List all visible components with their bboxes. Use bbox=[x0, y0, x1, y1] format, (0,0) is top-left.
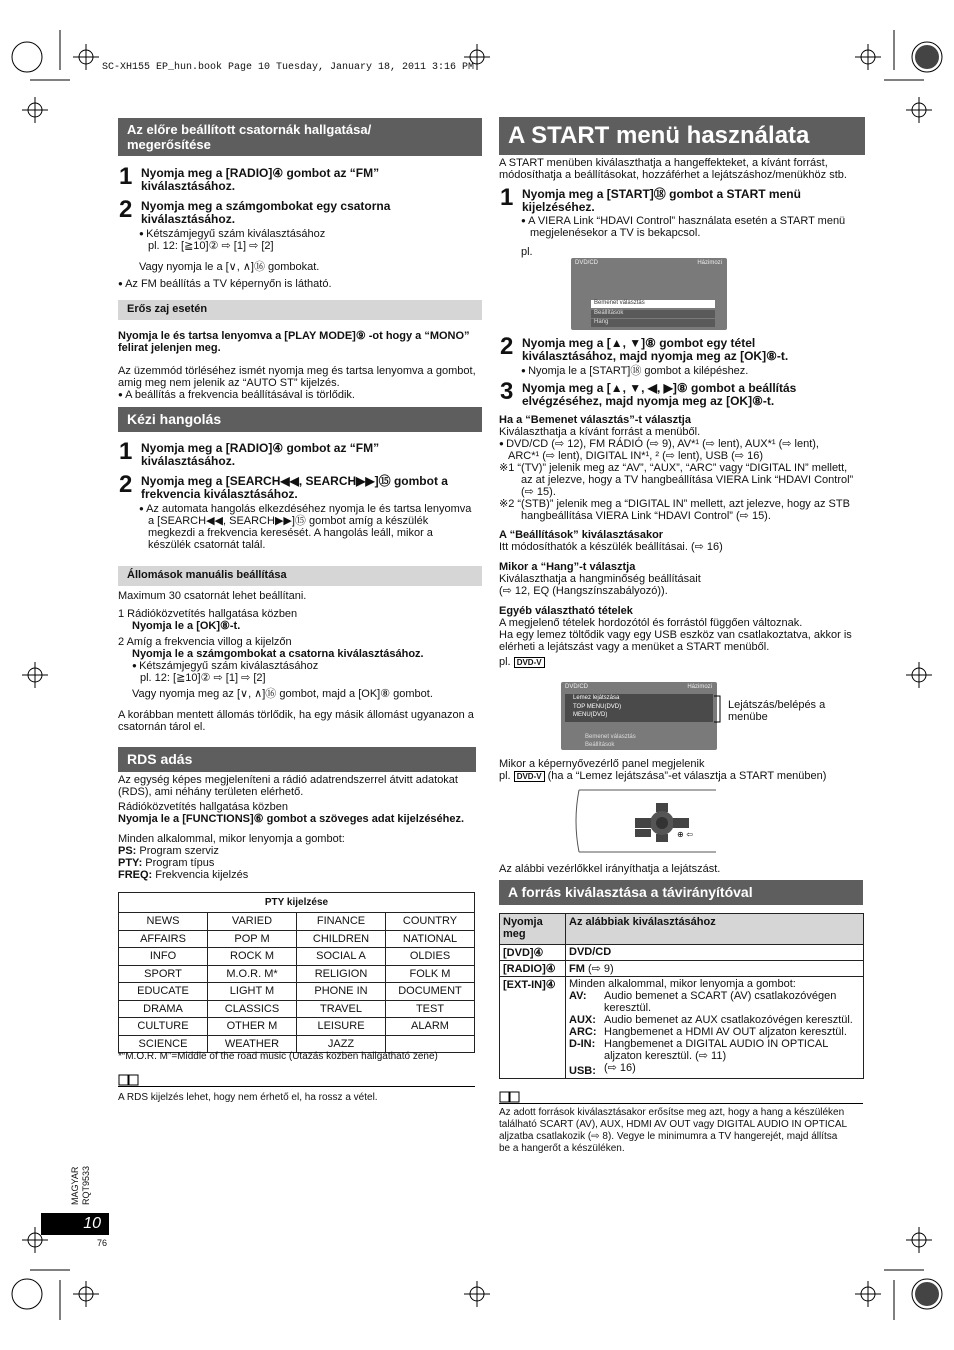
table-row bbox=[119, 1035, 475, 1053]
step-3: 3 Nyomja meg a [▲, ▼, ◀, ▶]⑧ gombot a beállítás elvégzéséhez, majd nyomja meg az [OK]⑧-t. bbox=[500, 378, 797, 408]
table-row bbox=[119, 913, 475, 931]
fm-note: ● Az FM beállítás a TV képernyőn is látható. bbox=[118, 278, 332, 290]
section-header-manual-tuning: Kézi hangolás bbox=[118, 407, 482, 432]
table-cell: VARIED bbox=[208, 913, 297, 931]
table-cell: AFFAIRS bbox=[119, 930, 208, 948]
table-cell: NATIONAL bbox=[386, 930, 475, 948]
section-header-source: A forrás kiválasztása a távirányítóval bbox=[499, 880, 863, 905]
table-cell: INFO bbox=[119, 948, 208, 966]
table-cell: RELIGION bbox=[297, 965, 386, 983]
menu-item-sound: Hang bbox=[591, 319, 715, 327]
page-small: 76 bbox=[97, 1238, 108, 1248]
menu-item-top-menu: TOP MENU(DVD) bbox=[573, 704, 622, 710]
table-row: [EXT-IN]④ Minden alkalommal, mikor lenyomja a gombot: AV: Audio bemenet a SCART (AV) csatlakozóvégen keresztül. AUX: Audio bemenet az AUX csatlakozóvégen keresztül. ARC: Hangbemenet a HDMI AV OUT aljzaton keresztül. D-IN: Hangbemenet a DIGITAL AUDIO IN OPTICAL aljzaton keresztül. (⇨ 11) USB: (⇨ 16) bbox=[500, 977, 864, 1079]
start-menu-screen: DVD/CD Házimozi Bemenet választás Beállítások Hang bbox=[571, 258, 727, 330]
eg-label: pl. bbox=[521, 246, 533, 258]
cancel-text: Az üzemmód törléséhez ismét nyomja meg és tartsa lenyomva a gombot, amig meg nem jelenik az “AUTO ST” kijelzés. ● A beállítás a frekvencia beállításával is törlődik. bbox=[118, 365, 476, 401]
table-cell: FOLK M bbox=[386, 965, 475, 983]
table-cell bbox=[386, 1035, 475, 1053]
exit-note: ● Nyomja le a [START]⑱ gombot a kilépéshez. bbox=[521, 365, 748, 377]
note-divider bbox=[499, 1103, 863, 1104]
control-panel-graphic bbox=[573, 789, 717, 853]
table-cell: JAZZ bbox=[297, 1035, 386, 1053]
menu-item-play-disc: Lemez lejátszása bbox=[573, 695, 620, 701]
auto-tune-note: ● Az automata hangolás elkezdéséhez nyomja le és tartsa lenyomva a [SEARCH◀◀, SEARCH▶▶]⑮ gombot amíg a készülék megkezdi a frekvencia keresését. A hangolás leáll, mikor a készülék csatornát talál. bbox=[139, 503, 471, 551]
table-cell: COUNTRY bbox=[386, 913, 475, 931]
menu-item-menu: MENU(DVD) bbox=[573, 712, 608, 718]
page-number: 10 bbox=[83, 1215, 101, 1232]
section-header-preset: Az előre beállított csatornák hallgatása/ megerősítése bbox=[118, 118, 482, 156]
panel-text: Mikor a képernyővezérlő panel megjelenik pl. DVD-V (ha a “Lemez lejátszása”-et választja a START menüben) bbox=[499, 758, 827, 782]
print-header: SC-XH155 EP_hun.book Page 10 Tuesday, January 18, 2011 3:16 PM bbox=[102, 62, 475, 73]
table-cell: OLDIES bbox=[386, 948, 475, 966]
subsection-noise: Erős zaj esetén bbox=[118, 300, 482, 320]
final-note: Az adott források kiválasztásakor erősítse meg azt, hogy a hang a készüléken található SCART (AV), AUX, HDMI AV OUT vagy DIGITAL AUDIO IN OPTICAL aljzatba csatlakozik (⇨ 8). Vegye le minimumra a TV hangerejét, majd állítsa be a hangerőt a készüléken. bbox=[499, 1107, 848, 1154]
table-row bbox=[119, 1018, 475, 1036]
step-1: 1 Nyomja meg a [RADIO]④ gombot az “FM” kiválasztásához. bbox=[119, 438, 380, 468]
source-table bbox=[499, 913, 864, 1079]
table-cell: PHONE IN bbox=[297, 983, 386, 1001]
table-row bbox=[119, 930, 475, 948]
table-row: [DVD]④ DVD/CD bbox=[500, 945, 864, 961]
table-cell: TRAVEL bbox=[297, 1000, 386, 1018]
step-1: 1 Nyomja meg a [START]⑱ gombot a START menü kijelzéséhez. bbox=[500, 184, 801, 214]
pty-table-title: PTY kijelzése bbox=[119, 893, 475, 913]
col-header-select: Az alábbiak kiválasztásához bbox=[566, 914, 864, 945]
forward-icon bbox=[673, 818, 689, 828]
table-cell: TEST bbox=[386, 1000, 475, 1018]
table-cell: SCIENCE bbox=[119, 1035, 208, 1053]
pause-icon bbox=[656, 803, 668, 812]
table-cell: ROCK M bbox=[208, 948, 297, 966]
page-title: A START menü használata bbox=[499, 117, 865, 155]
viera-note: ● A VIERA Link “HDAVI Control” használata esetén a START menü megjelenésekor a TV is bekapcsol. bbox=[521, 215, 845, 239]
subsection-manual-stations: Állomások manuális beállítása bbox=[118, 566, 482, 586]
rds-reception-note: A RDS kijelzés lehet, hogy nem érhető el, ha rossz a vétel. bbox=[118, 1092, 378, 1103]
page-number-box bbox=[41, 1213, 109, 1235]
book-note-icon bbox=[499, 1091, 521, 1103]
step-1: 1 Nyomja meg a [RADIO]④ gombot az “FM” kiválasztásához. bbox=[119, 163, 380, 193]
table-cell: M.O.R. M* bbox=[208, 965, 297, 983]
table-row bbox=[119, 983, 475, 1001]
table-row bbox=[119, 965, 475, 983]
bracket-icon bbox=[712, 694, 726, 724]
step-2-details: ● Kétszámjegyű szám kiválasztásához pl. 12: [≧10]② ⇨ [1] ⇨ [2] Vagy nyomja le a [∨, ∧]⑯ gombokat. bbox=[139, 228, 325, 273]
pty-footnote: *“M.O.R. M”=Middle of the road music (Utazás közben hallgatható zene) bbox=[118, 1051, 438, 1062]
table-cell: CLASSICS bbox=[208, 1000, 297, 1018]
table-cell: SOCIAL A bbox=[297, 948, 386, 966]
table-cell: ALARM bbox=[386, 1018, 475, 1036]
section-header-rds: RDS adás bbox=[118, 747, 476, 772]
stop-icon bbox=[656, 834, 668, 842]
side-label: MAGYAR RQT9533 bbox=[70, 1165, 91, 1205]
step-2: 2 Nyomja meg a számgombokat egy csatorna kiválasztásához. bbox=[119, 196, 391, 226]
table-cell: DOCUMENT bbox=[386, 983, 475, 1001]
table-cell: FINANCE bbox=[297, 913, 386, 931]
col-header-press: Nyomja meg bbox=[500, 914, 566, 945]
rewind-icon bbox=[635, 818, 651, 828]
table-cell: EDUCATE bbox=[119, 983, 208, 1001]
disc-menu-screen: DVD/CD Házimozi Lemez lejátszása TOP MENU(DVD) MENU(DVD) Bemenet választás Beállítások bbox=[561, 682, 717, 750]
dvd-v-badge: DVD-V bbox=[514, 771, 545, 782]
table-row: [RADIO]④ FM (⇨ 9) bbox=[500, 961, 864, 977]
note-divider bbox=[118, 1086, 475, 1087]
table-cell: OTHER M bbox=[208, 1018, 297, 1036]
callout-text: Lejátszás/belépés a menübe bbox=[728, 699, 826, 723]
step-2: 2 Nyomja meg a [▲, ▼]⑧ gombot egy tétel kiválasztásához, majd nyomja meg az [OK]⑧-t. bbox=[500, 333, 789, 363]
table-cell: NEWS bbox=[119, 913, 208, 931]
registration-mark-icon bbox=[12, 42, 42, 72]
dvd-v-badge: DVD-V bbox=[514, 657, 545, 668]
pty-table bbox=[118, 892, 475, 1053]
table-cell: SPORT bbox=[119, 965, 208, 983]
registration-mark-icon bbox=[12, 1279, 42, 1309]
table-cell: DRAMA bbox=[119, 1000, 208, 1018]
table-row bbox=[119, 948, 475, 966]
table-cell: LIGHT M bbox=[208, 983, 297, 1001]
manual-text: Maximum 30 csatornát lehet beállítani. 1 Rádióközvetítés hallgatása közben Nyomja le a [OK]⑧-t. 2 Amíg a frekvencia villog a kijelzőn Nyomja le a számgombokat a csatorna kiválasztásához. ● Kétszámjegyű szám kiválasztásához pl. 12: [≧10]② ⇨ [1] ⇨ [2] Vagy nyomja meg az [∨, ∧]⑯ gombot, majd a [OK]⑧ gombot. A korábban mentett állomás törlődik, ha egy másik állomást ugyanazon a csatornán tárol el. bbox=[118, 590, 474, 733]
svg-text:⊕ ⇦: ⊕ ⇦ bbox=[677, 830, 693, 839]
play-icon bbox=[635, 829, 651, 837]
rds-text: Az egység képes megjeleníteni a rádió adatrendszerrel átvitt adatokat (RDS), ami néhány területen elérhető. Rádióközvetítés hallgatása közben Nyomja le a [FUNCTIONS]⑥ gombot a szöveges adat kijelzéséhez. Minden alkalommal, mikor lenyomja a gombot: PS: Program szerviz PTY: Program típus FREQ: Frekvencia kijelzés bbox=[118, 774, 465, 881]
intro-text: A START menüben kiválaszthatja a hangeffekteket, a kívánt forrást, módosíthatja a beállításokat, hozzáférhet a lejátszáshoz/menükhöz stb. bbox=[499, 157, 847, 181]
table-row bbox=[119, 1000, 475, 1018]
control-note: Az alábbi vezérlőkkel irányíthatja a lejátszást. bbox=[499, 863, 721, 875]
table-cell: CHILDREN bbox=[297, 930, 386, 948]
menu-item-input: Bemenet választás bbox=[591, 300, 715, 308]
menu-item-settings: Beállítások bbox=[591, 310, 715, 318]
table-cell: CULTURE bbox=[119, 1018, 208, 1036]
input-selection-text: Ha a “Bemenet választás”-t választja Kiválaszthatja a kívánt forrást a menüből. ● DVD/CD (⇨ 12), FM RÁDIÓ (⇨ 9), AV*¹ (⇨ lent), AUX*¹ (⇨ lent), ARC*¹ (⇨ lent), DIGITAL IN*¹, ² (⇨ lent), USB (⇨ 16) ※1 “(TV)” jelenik meg az “AV”, “AUX”, “ARC” vagy “DIGITAL IN” mellett, az at jelezve, hogy a TV hangbeállítása VIERA Link “HDAVI Control” (⇨ 15). ※2 “(STB)” jelenik meg a “DIGITAL IN” mellett, azt jelezve, hogy az STB hangbeállítása VIERA Link “HDAVI Control” (⇨ 15). A “Beállítások” kiválasztásakor Itt módosíthatók a készülék beállításai. (⇨ 16) Mikor a “Hang”-t választja Kiválaszthatja a hangminőség beállításait (⇨ 12, EQ (Hangszínszabályozó)). Egyéb választható tételek A megjelenő tételek hordozótól és forrástól függően változnak. Ha egy lemez töltődik vagy egy USB eszköz van csatlakoztatva, akkor is elérheti a lejátszást vagy a menüket a START menüből. pl. DVD-V bbox=[499, 414, 865, 669]
noise-instruction: Nyomja le és tartsa lenyomva a [PLAY MODE]⑨ -ot hogy a “MONO” felirat jelenjen meg. bbox=[118, 330, 470, 354]
table-cell: WEATHER bbox=[208, 1035, 297, 1053]
table-cell: LEISURE bbox=[297, 1018, 386, 1036]
book-note-icon bbox=[118, 1074, 140, 1086]
step-2: 2 Nyomja meg a [SEARCH◀◀, SEARCH▶▶]⑮ gombot a frekvencia kiválasztásához. bbox=[119, 471, 448, 501]
table-cell: POP M bbox=[208, 930, 297, 948]
